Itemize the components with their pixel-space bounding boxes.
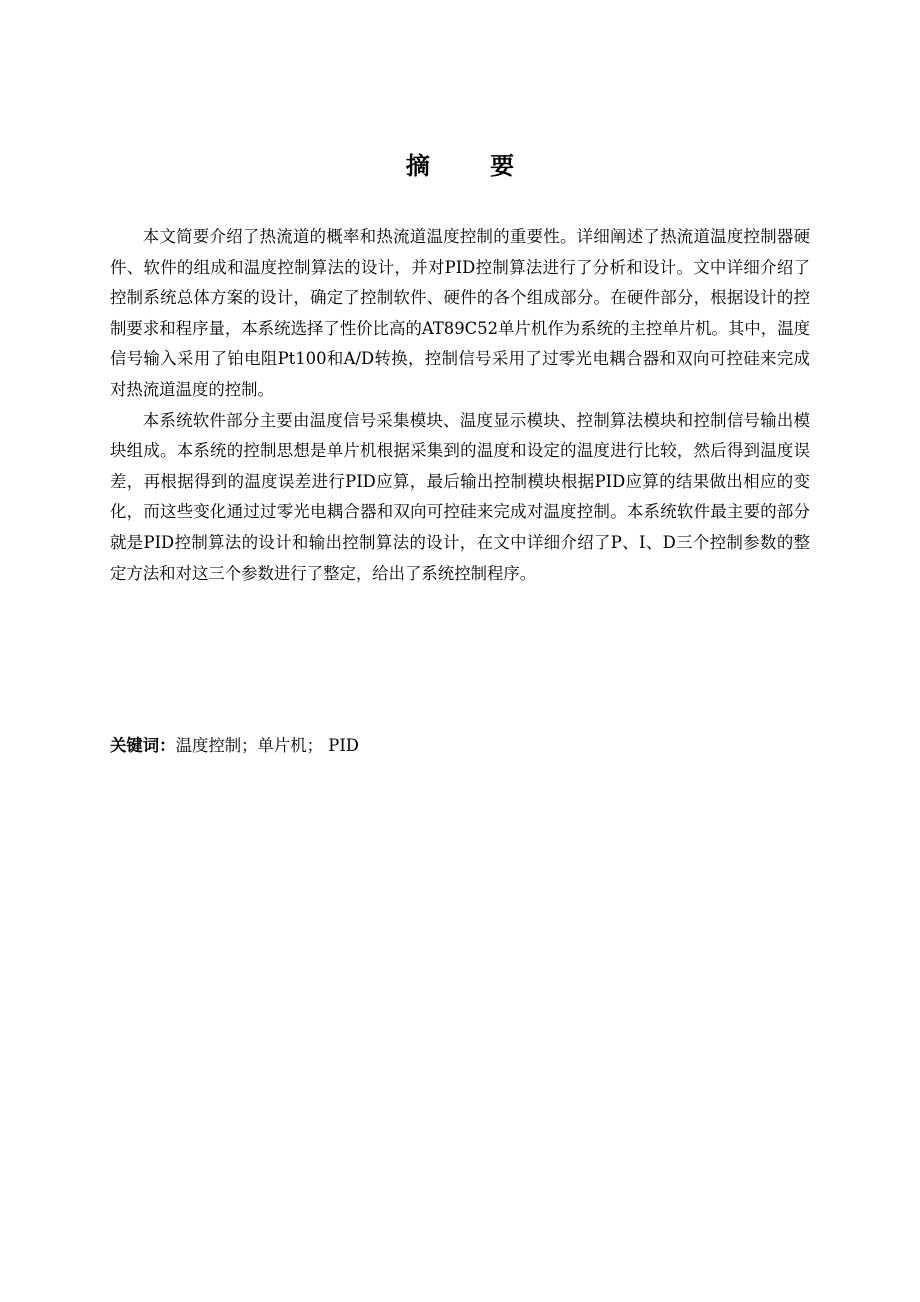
abstract-paragraph-1: 本文简要介绍了热流道的概率和热流道温度控制的重要性。详细阐述了热流道温度控制器硬件、软件的组成和温度控制算法的设计，并对PID控制算法进行了分析和设计。文中详细介绍了控制系统总体方案的设计，确定了控制软件、硬件的各个组成部分。在硬件部分，根据设计的控制要求和程序量，本系统选择了性价比高的AT89C52单片机作为系统的主控单片机。其中，温度信号输入采用了铂电阻Pt100和A/D转换，控制信号采用了过零光电耦合器和双向可控硅来完成对热流道温度的控制。 xyxy=(110,227,810,399)
abstract-body xyxy=(110,222,810,589)
keywords-label: 关键词： xyxy=(110,736,176,755)
keywords-value: 温度控制；单片机； PID xyxy=(175,736,359,755)
keywords-line xyxy=(110,731,810,761)
abstract-paragraph-2: 本系统软件部分主要由温度信号采集模块、温度显示模块、控制算法模块和控制信号输出模块组成。本系统的控制思想是单片机根据采集到的温度和设定的温度进行比较，然后得到温度误差，再根据得到的温度误差进行PID应算，最后输出控制模块根据PID应算的结果做出相应的变化，而这些变化通过过零光电耦合器和双向可控硅来完成对温度控制。本系统软件最主要的部分就是PID控制算法的设计和输出控制算法的设计，在文中详细介绍了P、I、D三个控制参数的整定方法和对这三个参数进行了整定，给出了系统控制程序。 xyxy=(110,410,810,583)
page-title: 摘 要 xyxy=(405,152,541,180)
